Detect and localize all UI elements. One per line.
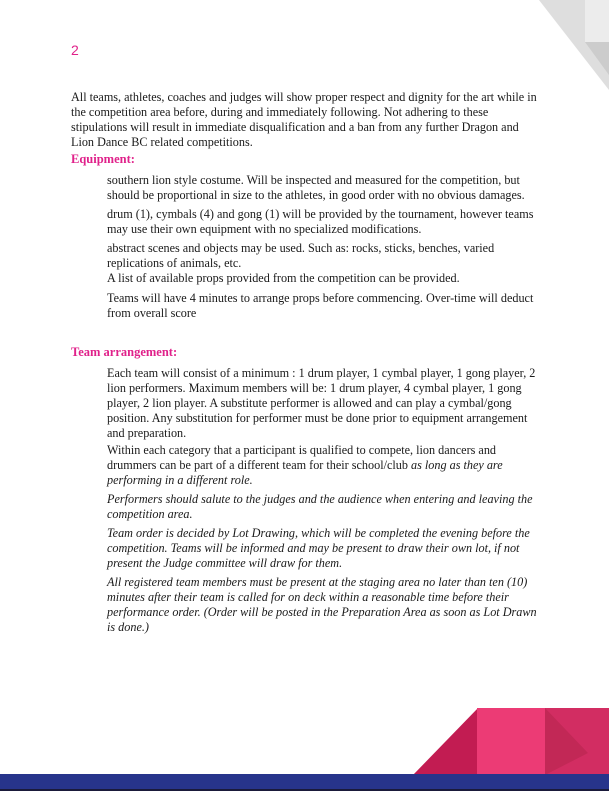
equipment-heading: Equipment:	[71, 152, 135, 166]
deco-triangle-crimson	[413, 708, 478, 775]
team-category-text: Within each category that a participant is qualified to compete, lion dancers and drummers can be part of a different team for their school/club	[107, 443, 497, 472]
equipment-item-costume: southern lion style costume. Will be inspected and measured for the competition, but should be proportional in size to the athletes, in good order with no obvious damages.	[107, 173, 525, 202]
equipment-item-props: abstract scenes and objects may be used. Such as: rocks, sticks, benches, varied replications of animals, etc.	[107, 241, 495, 270]
team-category-paragraph	[107, 443, 539, 488]
team-composition-paragraph: Each team will consist of a minimum : 1 drum player, 1 cymbal player, 1 gong player, 2 lion performers. Maximum members will be: 1 drum player, 4 cymbal player, 1 gong player, 2 lion player. A substitute performer is allowed and can play a cymbal/gong position. Any substitution for performer must be done prior to equipment arrangement and preparation.	[107, 366, 536, 440]
equipment-item-instruments: drum (1), cymbals (4) and gong (1) will be provided by the tournament, however teams may use their own equipment with no specialized modifications.	[107, 207, 534, 236]
equipment-item-time: Teams will have 4 minutes to arrange props before commencing. Over-time will deduct from overall score	[107, 291, 534, 320]
page-number: 2	[71, 42, 79, 58]
salute-paragraph: Performers should salute to the judges and the audience when entering and leaving the competition area.	[107, 492, 533, 521]
deco-square-pink	[477, 708, 545, 775]
footer-bar	[0, 774, 609, 790]
equipment-item-props-list: A list of available props provided from the competition can be provided.	[107, 271, 460, 285]
corner-shape-lighter	[585, 0, 609, 42]
intro-paragraph: All teams, athletes, coaches and judges will show proper respect and dignity for the art while in the competition area before, during and immediately following. Not adhering to these stipulations will result in immediate disqualification and a ban from any further Dragon and Lion Dance BC related competitions.	[71, 90, 537, 149]
staging-paragraph: All registered team members must be present at the staging area no later than ten (10) minutes after their team is called for on deck within a reasonable time before their performance order. (Order will be posted in the Preparation Area as soon as Lot Drawn is done.)	[107, 575, 537, 634]
top-right-corner-decoration	[519, 0, 609, 90]
team-category-italic-text: as long as they are performing in a different role.	[107, 458, 503, 487]
lot-drawing-paragraph: Team order is decided by Lot Drawing, which will be completed the evening before the competition. Teams will be informed and may be present to draw their own lot, if not present the Judge committee will draw for them.	[107, 526, 530, 570]
document-body	[71, 90, 541, 634]
bottom-right-corner-decoration	[413, 708, 609, 775]
team-arrangement-heading: Team arrangement:	[71, 345, 178, 359]
